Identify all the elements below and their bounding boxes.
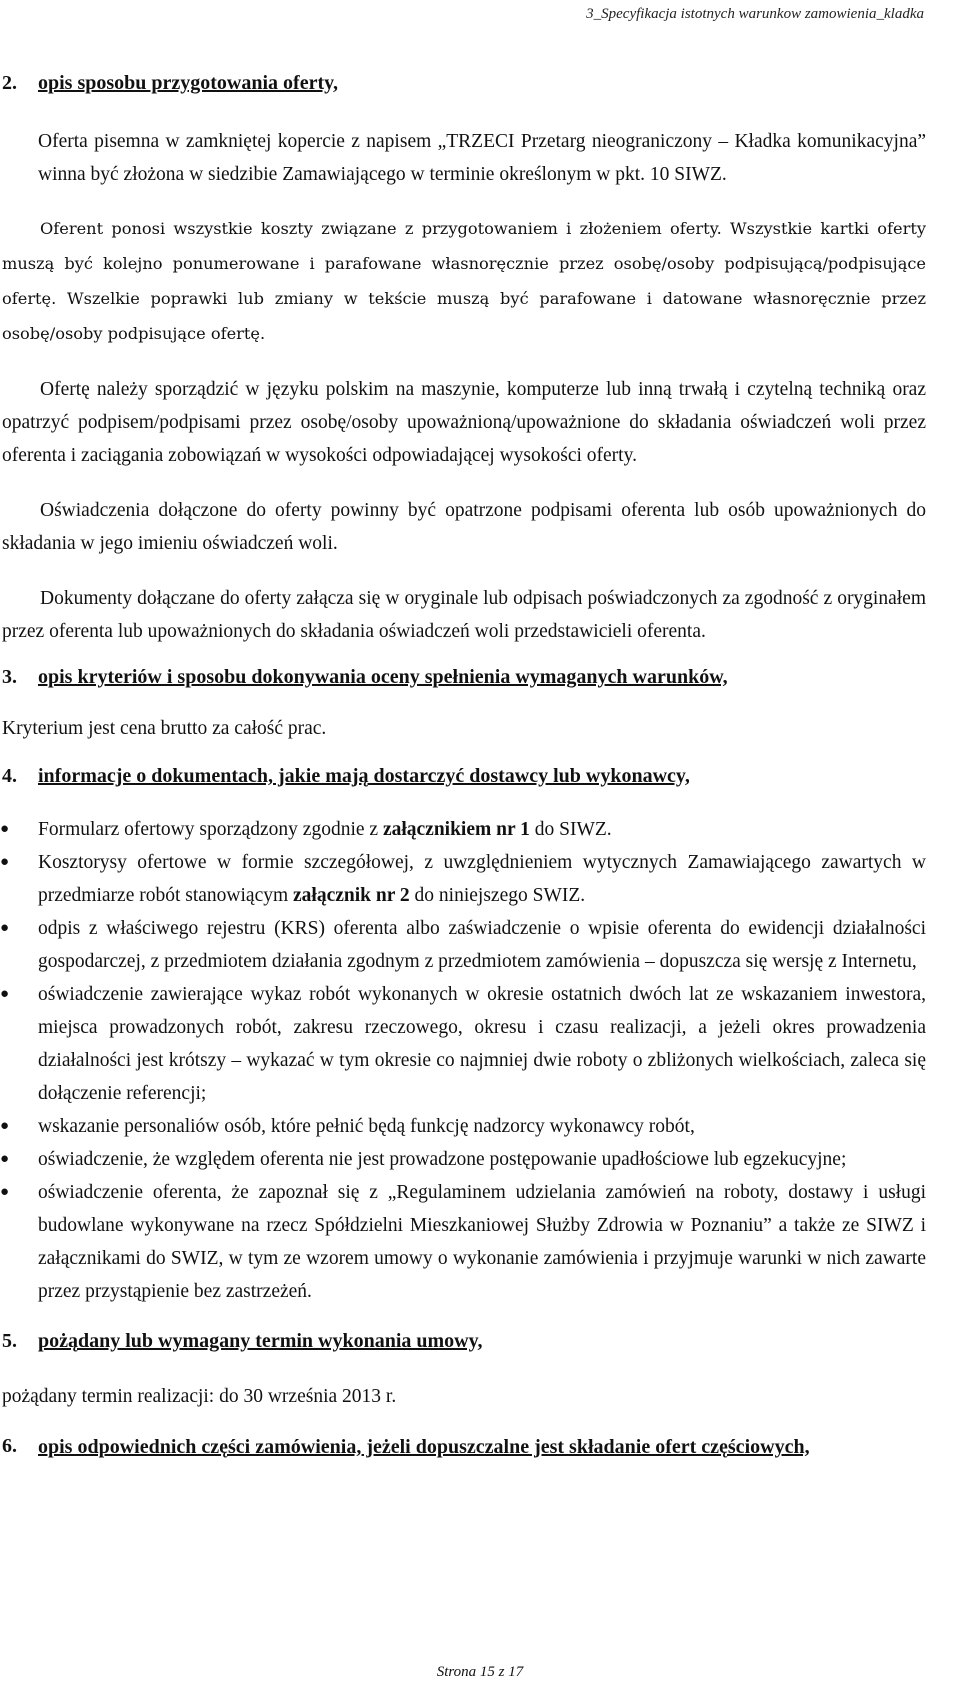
- section-number: 2.: [2, 72, 17, 94]
- section-6-heading: [0, 1435, 960, 1460]
- section-4-heading: [0, 765, 960, 799]
- section-number: 4.: [2, 765, 17, 787]
- bullet-icon: ●: [0, 1151, 10, 1167]
- document-body: [0, 52, 960, 1460]
- list-item: ● oświadczenie oferenta, że zapoznał się z „Regulaminem udzielania zamówień na roboty, dostawy i usługi budowlane wykonywane na rzecz Spółdzielni Mieszkaniowej Służby Zdrowia w Poznaniu” a także ze SIWZ i załącznikami do SWIZ, w tym ze wzorem umowy o wykonanie zamówienia i przyjmuje warunki w nich zawarte przez przystąpienie bez zastrzeżeń.: [0, 1176, 926, 1308]
- bullet-icon: ●: [0, 920, 10, 936]
- list-item: ● wskazanie personaliów osób, które pełnić będą funkcję nadzorcy wykonawcy robót,: [0, 1110, 926, 1143]
- list-item: ● oświadczenie zawierające wykaz robót wykonanych w okresie ostatnich dwóch lat ze wskazaniem inwestora, miejsca prowadzonych robót, zakresu rzeczowego, okresu i czasu realizacji, a jeżeli okres prowadzenia działalności jest krótszy – wykazać w tym okresie co najmniej dwie roboty o zbliżonych wielkościach, zaleca się dołączenie referencji;: [0, 978, 926, 1110]
- section-number: 3.: [2, 666, 17, 688]
- list-item: ● oświadczenie, że względem oferenta nie jest prowadzone postępowanie upadłościowe lub egzekucyjne;: [0, 1143, 926, 1176]
- paragraph: Oświadczenia dołączone do oferty powinny być opatrzone podpisami oferenta lub osób upoważnionych do składania w jego imieniu oświadczeń woli.: [2, 500, 926, 554]
- paragraph: Oferent ponosi wszystkie koszty związane z przygotowaniem i złożeniem oferty. Wszystkie kartki oferty muszą być kolejno ponumerowane i parafowane własnoręcznie przez osobę/osoby podpisującą/podpisujące ofertę. Wszelkie poprawki lub zmiany w tekście muszą być parafowane i datowane własnoręcznie przez osobę/osoby podpisujące ofertę.: [2, 219, 926, 343]
- page-number: Strona 15 z 17: [436, 1664, 524, 1680]
- paragraph: Oferta pisemna w zamkniętej kopercie z napisem „TRZECI Przetarg nieograniczony – Kładka komunikacyjna” winna być złożona w siedzibie Zamawiającego w terminie określonym w pkt. 10 SIWZ.: [38, 131, 926, 185]
- paragraph: Ofertę należy sporządzić w języku polskim na maszynie, komputerze lub inną trwałą i czytelną techniką oraz opatrzyć podpisem/podpisami przez osobę/osoby upoważnioną/upoważnione do składania oświadczeń woli przez oferenta i zaciągania zobowiązań w wysokości odpowiadającej wysokości oferty.: [2, 379, 926, 466]
- list-item: ● Formularz ofertowy sporządzony zgodnie z załącznikiem nr 1 do SIWZ.: [0, 813, 926, 846]
- list-item: ● Kosztorysy ofertowe w formie szczegółowej, z uwzględnieniem wytycznych Zamawiającego zawartych w przedmiarze robót stanowiącym załącznik nr 2 do niniejszego SWIZ.: [0, 846, 926, 912]
- section-number: 6.: [2, 1435, 17, 1457]
- documents-list: [0, 813, 960, 1308]
- bullet-icon: ●: [0, 821, 10, 837]
- paragraph: Kryterium jest cena brutto za całość prac.: [2, 718, 327, 739]
- document-header: 3_Specyfikacja istotnych warunkow zamowienia_kladka: [586, 6, 924, 22]
- section-2-heading: [0, 72, 960, 106]
- bullet-icon: ●: [0, 986, 10, 1002]
- section-title: opis kryteriów i sposobu dokonywania oceny spełnienia wymaganych warunków,: [38, 666, 728, 688]
- bullet-icon: ●: [0, 1184, 10, 1200]
- paragraph: pożądany termin realizacji: do 30 września 2013 r.: [2, 1386, 397, 1407]
- list-item: ● odpis z właściwego rejestru (KRS) oferenta albo zaświadczenie o wpisie oferenta do ewidencji działalności gospodarczej, z przedmiotem działania zgodnym z przedmiotem zamówienia – dopuszcza się wersję z Internetu,: [0, 912, 926, 978]
- paragraph: Dokumenty dołączane do oferty załącza się w oryginale lub odpisach poświadczonych za zgodność z oryginałem przez oferenta lub upoważnionych do składania oświadczeń woli przedstawicieli oferenta.: [2, 588, 926, 642]
- bullet-icon: ●: [0, 1118, 10, 1134]
- bullet-icon: ●: [0, 854, 10, 870]
- section-3-heading: [0, 666, 960, 700]
- section-5-heading: [0, 1330, 960, 1364]
- section-title: pożądany lub wymagany termin wykonania umowy,: [38, 1330, 483, 1352]
- section-title: opis sposobu przygotowania oferty,: [38, 72, 339, 94]
- section-title: opis odpowiednich części zamówienia, jeżeli dopuszczalne jest składanie ofert częściowych,: [38, 1436, 810, 1458]
- section-number: 5.: [2, 1330, 17, 1352]
- section-title: informacje o dokumentach, jakie mają dostarczyć dostawcy lub wykonawcy,: [38, 765, 690, 787]
